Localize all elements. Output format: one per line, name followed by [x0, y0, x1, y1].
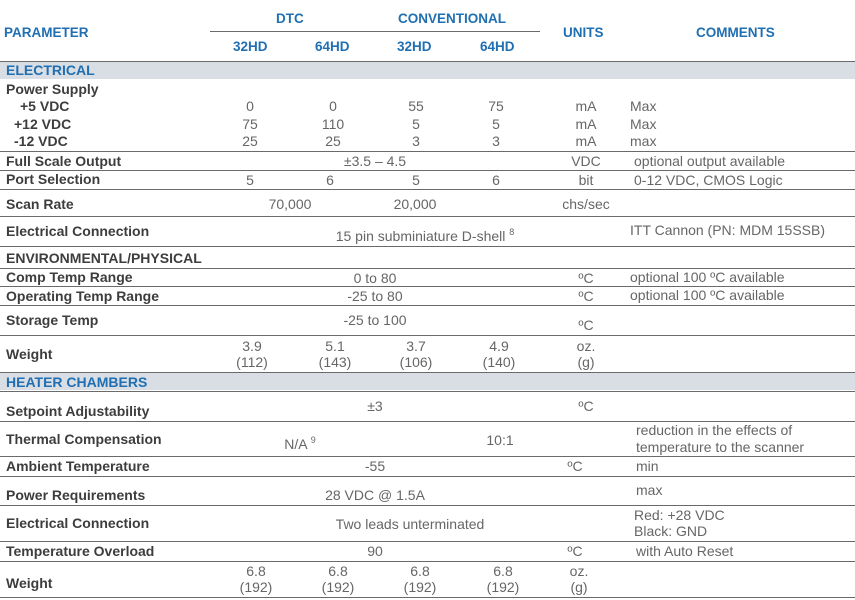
rule-weight-env	[0, 335, 855, 336]
overload-value: 90	[367, 543, 383, 559]
power-row-neg12vdc-value: 3	[492, 133, 500, 149]
scan-rate-label: Scan Rate	[6, 196, 74, 212]
weight-heater-value	[473, 563, 533, 595]
comp-temp-unit: ºC	[578, 270, 594, 286]
header-parameter: PARAMETER	[4, 25, 89, 40]
power-row-neg12vdc-label: -12 VDC	[14, 133, 68, 149]
weight-oz: 3.7	[406, 338, 426, 354]
weight-heater-value	[308, 563, 368, 595]
rule-bottom	[0, 597, 855, 598]
rule-overload	[0, 541, 855, 542]
weight-heater-value	[390, 563, 450, 595]
power-row-neg12vdc-value: 3	[412, 133, 420, 149]
storage-temp-value: -25 to 100	[343, 312, 407, 328]
weight-oz: 6.8	[410, 563, 430, 579]
ambient-comment: min	[636, 458, 659, 474]
rule-environmental-top	[0, 246, 855, 247]
weight-unit-g: (g)	[577, 354, 595, 370]
port-selection-comment: 0-12 VDC, CMOS Logic	[634, 172, 783, 188]
power-row-5vdc-value: 0	[246, 98, 254, 114]
power-row-5vdc-comment: Max	[630, 98, 657, 114]
rule-scan-rate	[0, 189, 855, 190]
thermal-dtc-value	[255, 432, 345, 452]
scan-rate-dtc-value: 70,000	[268, 196, 312, 212]
header-dtc: DTC	[276, 11, 304, 26]
weight-heater-unit	[549, 563, 609, 595]
header-units: UNITS	[563, 25, 604, 40]
overload-label: Temperature Overload	[6, 543, 155, 559]
full-scale-comment: optional output available	[634, 153, 786, 169]
comp-temp-value: 0 to 80	[353, 270, 397, 286]
rule-heater-top	[0, 372, 855, 373]
section-title-electrical: ELECTRICAL	[6, 62, 95, 78]
electrical-connection-text: 15 pin subminiature D-shell	[335, 228, 506, 244]
thermal-dtc-text: N/A	[284, 436, 307, 452]
operating-temp-unit: ºC	[578, 288, 594, 304]
electrical-connection-value	[300, 224, 550, 244]
weight-oz: 3.9	[242, 338, 262, 354]
header-sub-conv-32hd: 32HD	[397, 39, 432, 54]
port-selection-value: 5	[412, 172, 420, 188]
power-row-12vdc-comment: Max	[630, 116, 657, 132]
weight-oz: 6.8	[246, 563, 266, 579]
port-selection-value: 6	[326, 172, 334, 188]
electrical-connection-comment: ITT Cannon (PN: MDM 15SSB)	[630, 222, 826, 238]
heater-connection-comment-2: Black: GND	[634, 523, 708, 539]
port-selection-value: 6	[492, 172, 500, 188]
weight-env-value	[386, 338, 446, 370]
weight-env-unit	[556, 338, 616, 370]
weight-grams: (192)	[403, 579, 437, 595]
rule-electrical-connection	[0, 216, 855, 217]
weight-grams: (192)	[239, 579, 273, 595]
section-band-electrical	[0, 62, 855, 79]
power-row-5vdc-value: 75	[488, 98, 504, 114]
power-row-12vdc-value: 5	[492, 116, 500, 132]
overload-unit: ºC	[567, 543, 583, 559]
storage-temp-label: Storage Temp	[6, 312, 99, 328]
rule-weight-heater	[0, 561, 855, 562]
weight-oz: 6.8	[328, 563, 348, 579]
comp-temp-label: Comp Temp Range	[6, 269, 133, 285]
power-row-5vdc-label: +5 VDC	[20, 98, 70, 114]
power-row-neg12vdc-value: 25	[242, 133, 258, 149]
operating-temp-comment: optional 100 ºC available	[630, 287, 785, 303]
ambient-value: -55	[364, 458, 386, 474]
comp-temp-comment: optional 100 ºC available	[630, 269, 785, 285]
weight-grams: (112)	[236, 354, 268, 370]
power-row-5vdc-value: 0	[329, 98, 337, 114]
power-row-neg12vdc-unit: mA	[575, 133, 597, 149]
weight-grams: (143)	[318, 354, 352, 370]
full-scale-label: Full Scale Output	[6, 153, 122, 169]
thermal-label: Thermal Compensation	[6, 431, 162, 447]
setpoint-label: Setpoint Adjustability	[6, 403, 150, 419]
weight-grams: (106)	[399, 354, 433, 370]
rule-electrical-top	[0, 61, 855, 62]
scan-rate-conventional-value: 20,000	[393, 196, 437, 212]
footnote-9: 9	[310, 435, 316, 445]
port-selection-unit: bit	[578, 172, 594, 188]
section-title-heater: HEATER CHAMBERS	[6, 374, 148, 390]
weight-oz: 4.9	[489, 338, 509, 354]
setpoint-value: ±3	[367, 398, 383, 414]
rule-storage-temp	[0, 305, 855, 306]
weight-unit-oz: oz.	[569, 563, 589, 579]
power-row-5vdc-value: 55	[408, 98, 424, 114]
weight-grams: (192)	[486, 579, 520, 595]
power-row-12vdc-unit: mA	[575, 116, 597, 132]
power-req-label: Power Requirements	[6, 487, 146, 503]
header-comments: COMMENTS	[696, 25, 775, 40]
power-row-12vdc-value: 5	[412, 116, 420, 132]
power-supply-label: Power Supply	[6, 81, 99, 97]
power-row-neg12vdc-value: 25	[325, 133, 341, 149]
weight-unit-oz: oz.	[576, 338, 596, 354]
weight-heater-value	[226, 563, 286, 595]
section-title-environmental: ENVIRONMENTAL/PHYSICAL	[6, 250, 202, 266]
thermal-conventional-value: 10:1	[486, 432, 514, 448]
weight-heater-label: Weight	[6, 575, 53, 591]
header-sub-dtc-32hd: 32HD	[233, 39, 268, 54]
weight-unit-g: (g)	[570, 579, 588, 595]
weight-oz: 5.1	[325, 338, 345, 354]
rule-ambient	[0, 456, 855, 457]
rule-full-scale	[0, 151, 855, 152]
thermal-comment-1: reduction in the effects of	[636, 422, 793, 438]
storage-temp-unit: ºC	[578, 317, 594, 333]
header-sub-conv-64hd: 64HD	[480, 39, 515, 54]
weight-env-value	[305, 338, 365, 370]
power-row-12vdc-label: +12 VDC	[14, 116, 72, 132]
operating-temp-label: Operating Temp Range	[6, 288, 159, 304]
weight-env-label: Weight	[6, 346, 53, 362]
weight-grams: (192)	[321, 579, 355, 595]
power-row-neg12vdc-comment: max	[630, 133, 657, 149]
port-selection-label: Port Selection	[6, 171, 101, 187]
rule-power-req	[0, 476, 855, 477]
rule-setpoint	[0, 391, 855, 392]
weight-env-value	[469, 338, 529, 370]
header-sub-dtc-64hd: 64HD	[315, 39, 350, 54]
heater-connection-label: Electrical Connection	[6, 515, 150, 531]
power-row-5vdc-unit: mA	[575, 98, 597, 114]
footnote-8: 8	[509, 227, 515, 237]
weight-oz: 6.8	[493, 563, 513, 579]
scan-rate-unit: chs/sec	[562, 196, 610, 212]
rule-heater-connection	[0, 505, 855, 506]
operating-temp-value: -25 to 80	[347, 288, 403, 304]
header-conventional: CONVENTIONAL	[398, 11, 506, 26]
header-group-rule	[210, 31, 540, 32]
port-selection-value: 5	[246, 172, 254, 188]
weight-env-value	[222, 338, 282, 370]
heater-connection-comment-1: Red: +28 VDC	[634, 507, 725, 523]
ambient-unit: ºC	[567, 458, 583, 474]
setpoint-unit: ºC	[578, 398, 594, 414]
power-row-12vdc-value: 75	[242, 116, 258, 132]
weight-grams: (140)	[482, 354, 516, 370]
power-row-12vdc-value: 110	[321, 116, 345, 132]
rule-port-selection	[0, 170, 855, 171]
full-scale-unit: VDC	[571, 153, 601, 169]
power-req-comment: max	[636, 482, 663, 498]
full-scale-value: ±3.5 – 4.5	[343, 153, 407, 169]
ambient-label: Ambient Temperature	[6, 458, 150, 474]
heater-connection-value: Two leads unterminated	[335, 516, 485, 532]
electrical-connection-label: Electrical Connection	[6, 223, 150, 239]
thermal-comment-2: temperature to the scanner	[636, 439, 805, 455]
overload-comment: with Auto Reset	[636, 543, 734, 559]
power-req-value: 28 VDC @ 1.5A	[325, 487, 425, 503]
